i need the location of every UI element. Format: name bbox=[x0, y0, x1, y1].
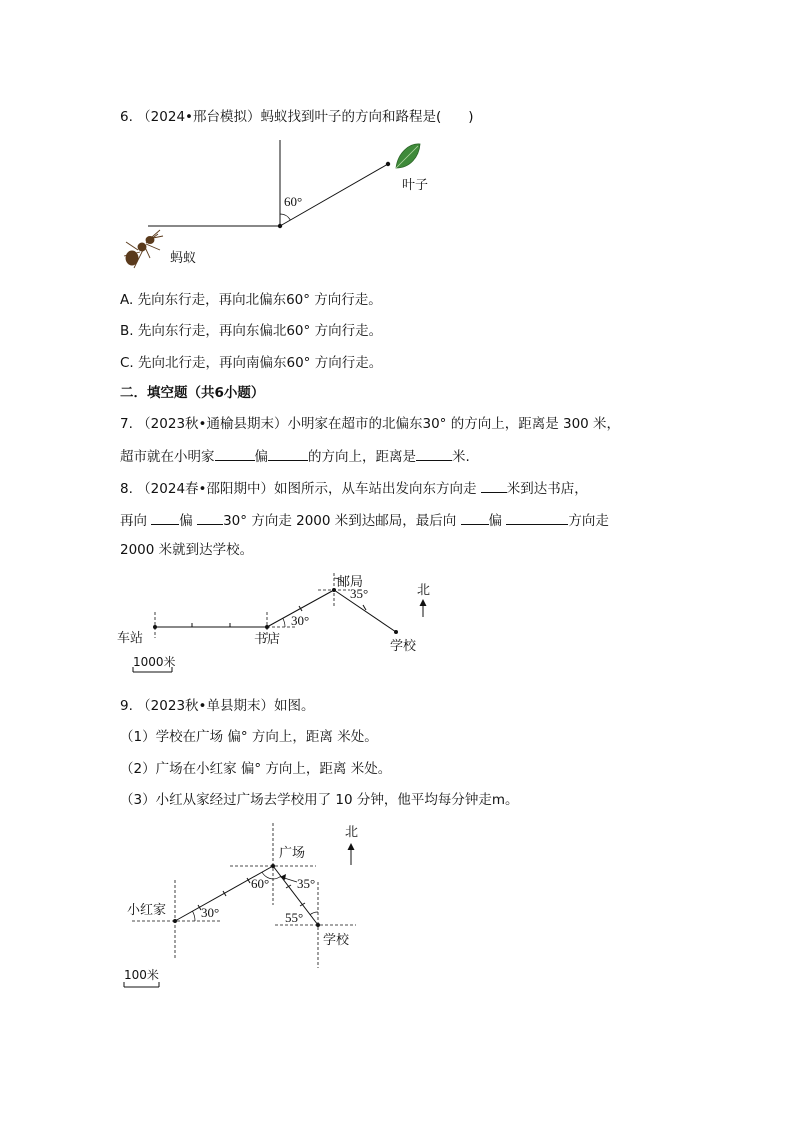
q8-text-e: 30° 方向走 2000 米到达邮局，最后向 bbox=[223, 513, 461, 529]
q6-option-b: B. 先向东行走，再向东偏北60° 方向行走。 bbox=[120, 323, 383, 339]
q8-angle-35: 35° bbox=[350, 586, 369, 601]
q6-option-a: A. 先向东行走，再向北偏东60° 方向行走。 bbox=[120, 292, 382, 308]
q7-text-a: 超市就在小明家 bbox=[120, 449, 215, 465]
q9-home-label: 小红家 bbox=[127, 903, 167, 918]
q8-line3: 2000 米就到达学校。 bbox=[120, 542, 254, 558]
q8-station-label: 车站 bbox=[117, 631, 144, 646]
q6-option-c: C. 先向北行走，再向南偏东60° 方向行走。 bbox=[120, 355, 383, 371]
q6-ant-label: 蚂蚁 bbox=[170, 251, 197, 266]
q9-sub2: （2）广场在小红家 偏° 方向上，距离 米处。 bbox=[120, 761, 392, 777]
q8-text-f: 偏 bbox=[488, 513, 507, 529]
q8-bookstore-label: 书店 bbox=[254, 632, 281, 647]
q9-sub3: （3）小红从家经过广场去学校用了 10 分钟，他平均每分钟走m。 bbox=[120, 792, 519, 808]
q9-angle-30: 30° bbox=[201, 905, 220, 920]
q9-angle-60: 60° bbox=[251, 876, 270, 891]
q7-line1: 7. （2023秋•通榆县期末）小明家在超市的北偏东30° 的方向上，距离是 300 米， bbox=[120, 416, 621, 432]
q6-angle-label: 60° bbox=[284, 194, 303, 209]
q6-leaf-label: 叶子 bbox=[402, 178, 429, 193]
q7-text-b: 偏 bbox=[254, 449, 268, 465]
q9-school-label: 学校 bbox=[323, 933, 350, 948]
q8-text-a: 8. （2024春•邵阳期中）如图所示，从车站出发向东方向走 bbox=[120, 481, 481, 497]
q8-school-label: 学校 bbox=[390, 639, 417, 654]
north-arrow-icon bbox=[348, 843, 355, 865]
q9-angle-arrow-icon bbox=[280, 874, 297, 882]
q9-north-label: 北 bbox=[345, 825, 359, 840]
q8-angle-30: 30° bbox=[291, 613, 310, 628]
q8-text-g: 方向走 bbox=[568, 513, 609, 529]
q6-prompt: 6. （2024•邢台模拟）蚂蚁找到叶子的方向和路程是( ) bbox=[120, 109, 474, 125]
section-title: 二．填空题（共6小题） bbox=[120, 385, 265, 401]
q9-angle-55: 55° bbox=[285, 910, 304, 925]
q8-text-c: 再向 bbox=[120, 513, 152, 529]
q8-scale-label: 1000米 bbox=[133, 655, 176, 669]
q8-post-label: 邮局 bbox=[337, 575, 364, 590]
q8-text-b: 米到达书店， bbox=[506, 481, 588, 497]
q9-angle-35: 35° bbox=[297, 876, 316, 891]
q7-text-c: 的方向上，距离是 bbox=[308, 449, 416, 465]
q8-north-label: 北 bbox=[417, 583, 431, 598]
q9-sub1: （1）学校在广场 偏° 方向上，距离 米处。 bbox=[120, 729, 378, 745]
q9-scale-label: 100米 bbox=[124, 968, 159, 982]
q9-scale-bar bbox=[124, 982, 159, 987]
q7-text-d: 米. bbox=[452, 449, 470, 465]
q8-text-d: 偏 bbox=[179, 513, 198, 529]
q9-prompt: 9. （2023秋•单县期末）如图。 bbox=[120, 698, 315, 714]
q9-square-label: 广场 bbox=[279, 846, 306, 861]
